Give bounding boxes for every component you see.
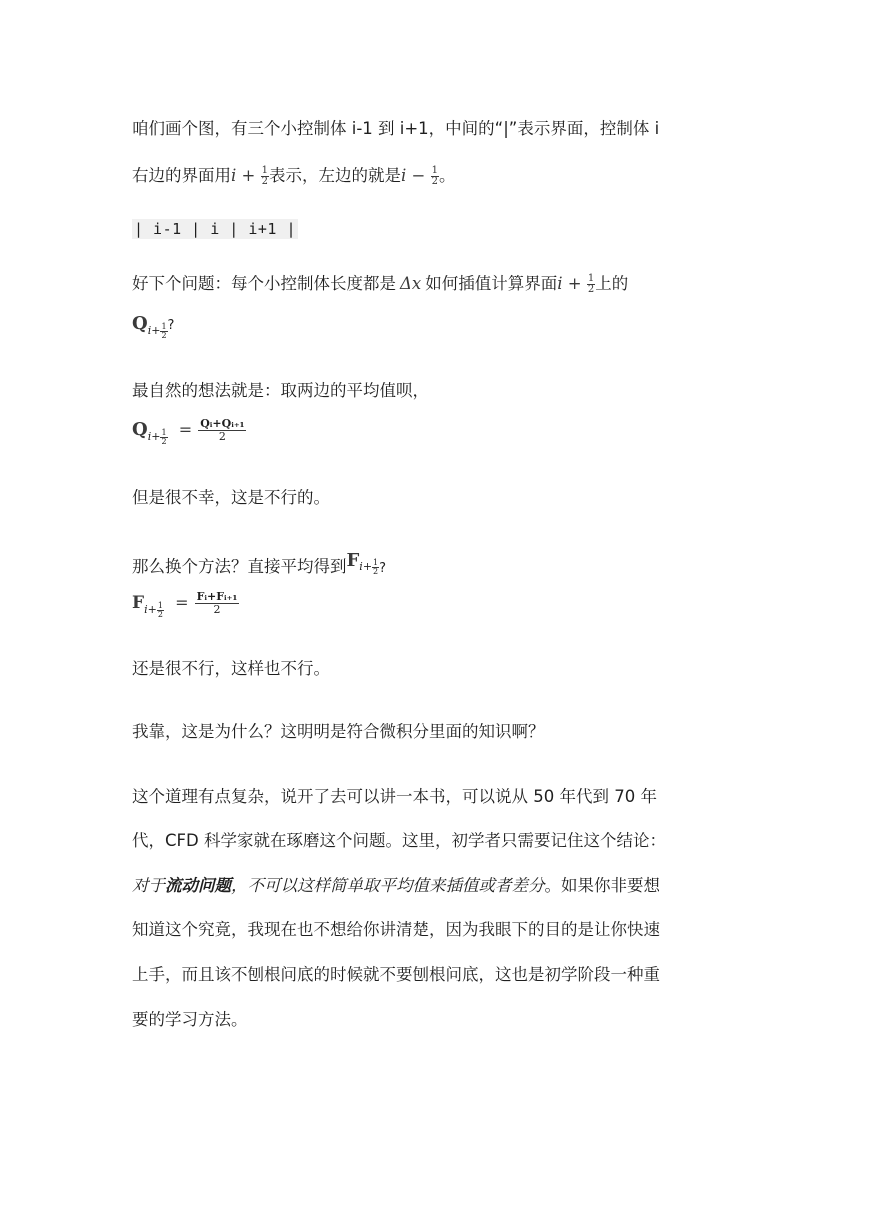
math-equals: =	[175, 593, 189, 612]
p8-line4: 知道这个究竟，我现在也不想给你讲清楚，因为我眼下的目的是让你快速	[132, 920, 660, 939]
p4-text: 但是很不幸，这是不行的。	[132, 488, 330, 507]
p2-line1-b: 如何插值计算界面	[425, 274, 558, 293]
math-subscript: i+ 1 2	[147, 321, 167, 340]
math-f-symbol: F	[132, 593, 145, 613]
math-i-minus-half: i − $\frac{1}{2}$	[400, 165, 438, 187]
fraction-half: $\frac{1}{2}$	[431, 165, 438, 187]
p2-line2	[132, 312, 174, 343]
p3-equation: $Q_{i+ \frac{1}{2}}$ = $\frac{\text{Qᵢ+Qᵢ₊₁}}{2}$	[132, 417, 245, 446]
p6-text: 还是很不行，这样也不行。	[132, 659, 330, 678]
p8-line3-rest: 。如果你非要想	[544, 876, 660, 895]
p7-text: 我靠，这是为什么？这明明是符合微积分里面的知识啊？	[132, 722, 545, 741]
p3-text: 最自然的想法就是：取两边的平均值呗，	[132, 381, 429, 400]
p1-line1	[132, 117, 659, 141]
p8-line5: 上手，而且该不刨根问底的时候就不要刨根问底，这也是初学阶段一种重	[132, 965, 660, 984]
p5-line1: 那么换个方法？直接平均得到Fi+ $\frac{1}{2}$ ?	[132, 550, 387, 576]
math-i-plus-half: i + $\frac{1}{2}$	[557, 273, 595, 295]
code-block	[132, 217, 298, 241]
conclusion-bold: 流动问题	[165, 876, 231, 895]
inline-code: | i-1 | i | i+1 |	[134, 220, 297, 238]
math-q-symbol: Q	[132, 419, 148, 440]
p1-line2-a: 右边的界面用	[132, 166, 231, 185]
conclusion-italic-b: ，不可以这样简单取平均值来插值或者差分	[231, 876, 545, 895]
p2-line1	[132, 272, 628, 296]
math-f-symbol: F	[346, 550, 360, 571]
fraction-average-q: $\frac{\text{Qᵢ+Qᵢ₊₁}}{2}$	[200, 417, 245, 443]
p2-line2-end: ?	[167, 318, 175, 333]
math-q-symbol: Q	[132, 313, 148, 334]
p8-line3	[132, 874, 660, 898]
math-equals: =	[178, 420, 193, 439]
p5-equation: $F_{i+ \frac{1}{2}}$ = $\frac{\text{Fᵢ+Fᵢ₊₁}}{2}$	[132, 590, 238, 619]
p1-line2	[132, 164, 455, 188]
p8-line2: 代，CFD 科学家就在琢磨这个问题。这里，初学者只需要记住这个结论：	[132, 831, 666, 850]
p8-line6: 要的学习方法。	[132, 1010, 248, 1029]
math-i-plus-half: i + $\frac{1}{2}$	[231, 165, 268, 187]
p1-line1-text: 咱们画个图，有三个小控制体 i-1 到 i+1，中间的“|”表示界面，控制体 i	[132, 119, 660, 138]
p1-line2-b: 表示，左边的就是	[268, 166, 401, 185]
conclusion-italic-a: 对于	[132, 876, 165, 895]
math-delta-x: Δx	[400, 274, 422, 293]
p1-line2-c: 。	[438, 166, 456, 185]
p8-line1: 这个道理有点复杂，说开了去可以讲一本书，可以说从 50 年代到 70 年	[132, 787, 657, 806]
p2-line1-c: 上的	[595, 274, 629, 293]
p2-line1-a: 好下个问题：每个小控制体长度都是	[132, 274, 396, 293]
fraction-average-f: $\frac{\text{Fᵢ+Fᵢ₊₁}}{2}$	[196, 590, 238, 616]
fraction-half: $\frac{1}{2}$	[261, 165, 268, 187]
